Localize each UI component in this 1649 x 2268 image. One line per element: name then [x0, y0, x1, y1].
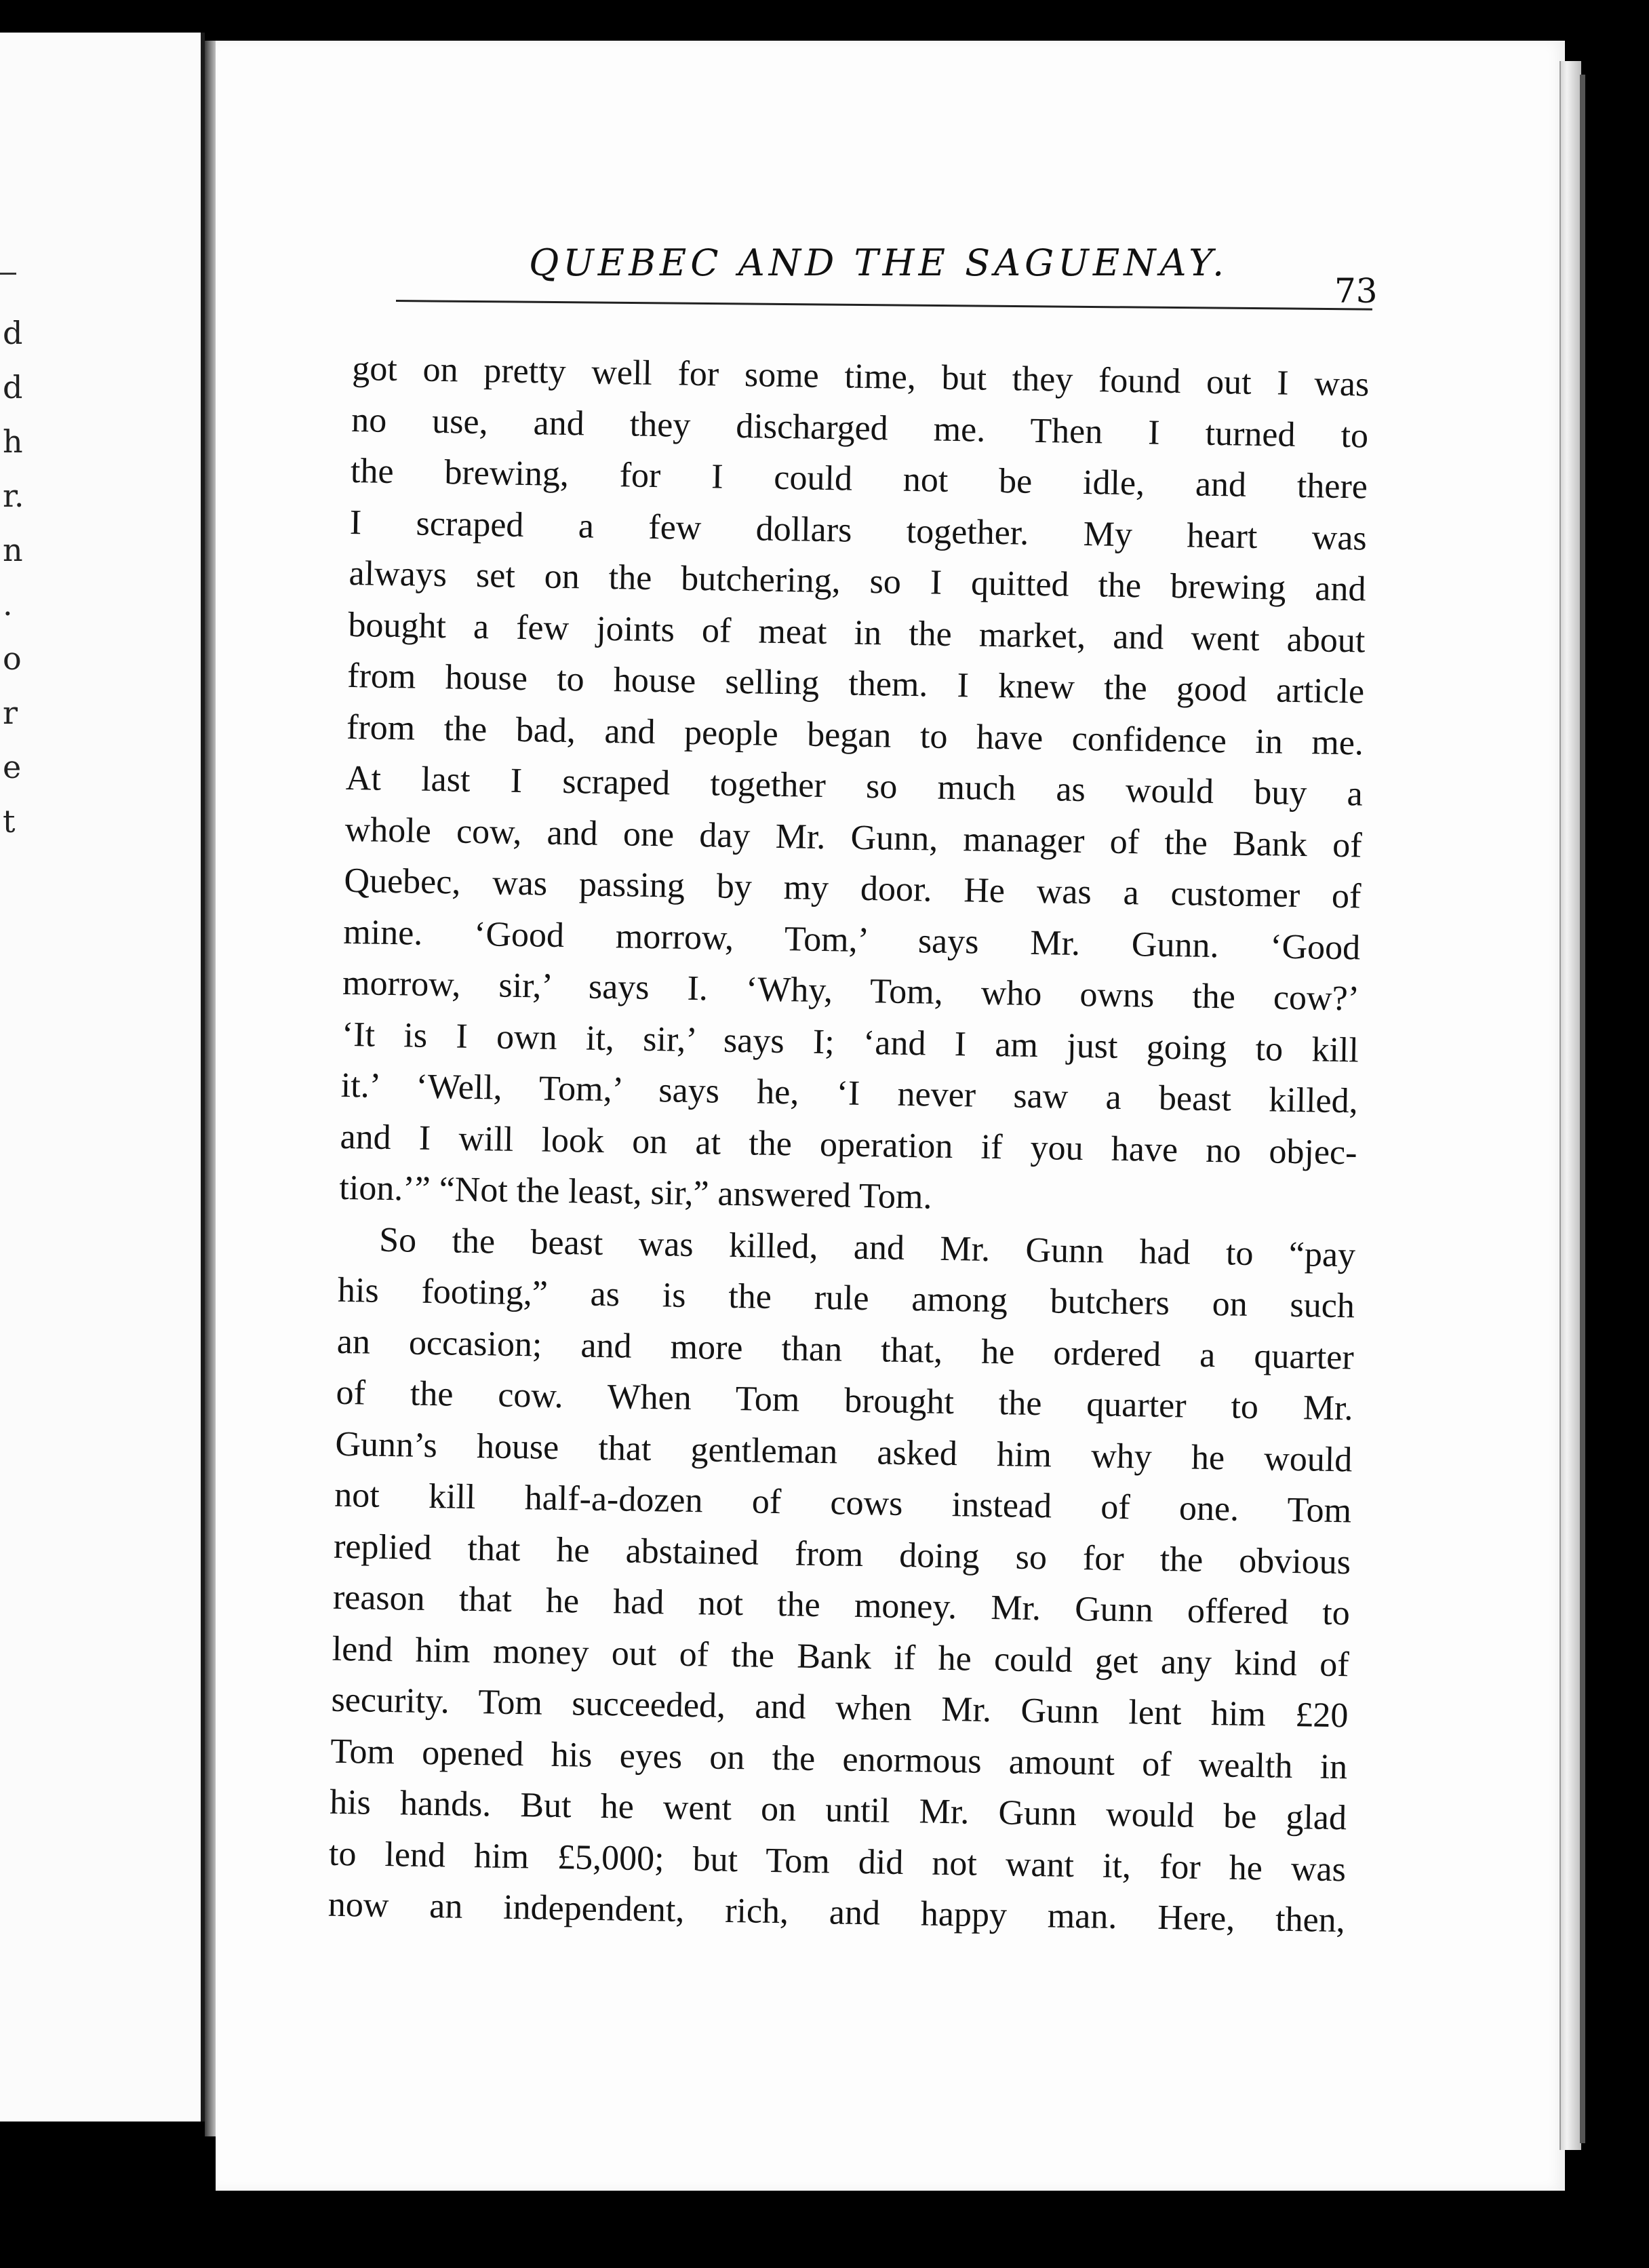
body-text — [327, 343, 1370, 1947]
text-line: Gunn’s house that gentleman asked him why he would — [335, 1424, 1353, 1479]
text-line: ‘It is I own it, sir,’ says I; ‘and I am just going to kill — [341, 1015, 1359, 1070]
text-line: Quebec, was passing by my door. He was a customer of — [344, 861, 1362, 916]
text-line: from house to house selling them. I knew the good article — [346, 656, 1365, 711]
text-line: bought a few joints of meat in the market, and went about — [348, 605, 1366, 661]
left-page-fragment: n — [3, 532, 23, 568]
text-line: security. Tom succeeded, and when Mr. Gunn lent him £20 — [331, 1680, 1349, 1736]
text-line: not kill half-a-dozen of cows instead of one. Tom — [334, 1475, 1352, 1531]
left-page-fragment: r — [3, 695, 18, 731]
text-line: morrow, sir,’ says I. ‘Why, Tom, who owns the cow?’ — [342, 963, 1360, 1019]
left-page-fragment: r. — [3, 477, 24, 514]
text-line: now an independent, rich, and happy man. Here, then, — [327, 1885, 1346, 1940]
running-head: QUEBEC AND THE SAGUENAY. — [529, 241, 1229, 284]
text-line: whole cow, and one day Mr. Gunn, manager of the Bank of — [344, 810, 1363, 865]
text-line: Tom opened his eyes on the enormous amount of wealth in — [330, 1732, 1348, 1786]
text-line: I scraped a few dollars together. My heart was — [349, 503, 1368, 558]
left-page-rule — [0, 273, 16, 275]
page-number: 73 — [1334, 271, 1378, 311]
text-line: So the beast was killed, and Mr. Gunn had to “pay — [378, 1220, 1356, 1274]
text-line: got on pretty well for some time, but they found out I was — [351, 349, 1370, 404]
text-line: reason that he had not the money. Mr. Gunn offered to — [332, 1578, 1351, 1633]
left-page-fragment: h — [3, 423, 23, 460]
left-page-fragment: d — [3, 369, 23, 406]
text-line: At last I scraped together so much as would buy a — [345, 758, 1364, 814]
text-line: of the cow. When Tom brought the quarter to Mr. — [336, 1373, 1353, 1428]
text-line: it.’ ‘Well, Tom,’ says he, ‘I never saw a beast killed, — [340, 1065, 1359, 1121]
page-edge — [1559, 61, 1581, 2150]
page-edge-shadow — [1580, 75, 1585, 2143]
left-page-fragment: o — [3, 640, 22, 677]
left-page-fragment: t — [3, 803, 16, 840]
text-line: his footing,” as is the rule among butchers on such — [337, 1270, 1355, 1326]
text-line: an occasion; and more than that, he ordered a quarter — [336, 1322, 1355, 1377]
text-line: replied that he abstained from doing so for the obvious — [333, 1527, 1351, 1582]
left-page-fragment: e — [3, 749, 22, 785]
text-line: to lend him £5,000; but Tom did not want it, for he was — [328, 1834, 1347, 1889]
text-line: mine. ‘Good morrow, Tom,’ says Mr. Gunn. ‘Good — [342, 912, 1361, 967]
text-line: his hands. But he went on until Mr. Gunn would be glad — [329, 1782, 1347, 1838]
text-line: no use, and they discharged me. Then I turned to — [351, 400, 1369, 456]
text-line: lend him money out of the Bank if he could get any kind of — [332, 1629, 1350, 1684]
left-page-fragment: d — [3, 315, 23, 351]
text-line: tion.’” “Not the least, sir,” answered Tom. — [338, 1168, 932, 1217]
text-line: and I will look on at the operation if you have no objec- — [340, 1117, 1357, 1172]
left-facing-page — [0, 33, 205, 2122]
left-page-fragment: . — [3, 586, 13, 623]
text-line: the brewing, for I could not be idle, and there — [350, 451, 1368, 507]
text-line: from the bad, and people began to have confidence in me. — [346, 707, 1364, 762]
text-line: always set on the butchering, so I quitted the brewing and — [349, 553, 1366, 609]
